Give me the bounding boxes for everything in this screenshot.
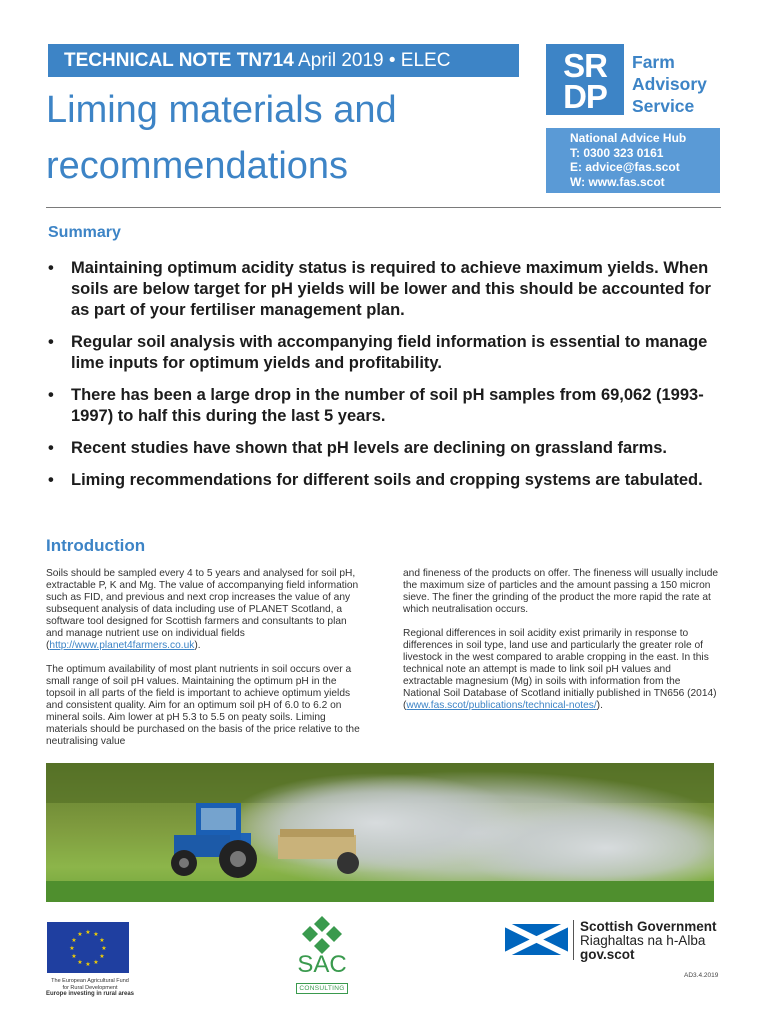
svg-text:★: ★ — [71, 953, 77, 960]
planet-link[interactable]: http://www.planet4farmers.co.uk — [49, 640, 195, 651]
intro-paragraph-3: and fineness of the products on offer. The fineness will usually include the maximum size of particles and the amount passing a 150 micron sieve. The finer the grinding of the product the more rapid the rate at which neutralisation occurs. — [403, 568, 719, 615]
contact-hub: National Advice Hub — [570, 131, 687, 145]
photo-illustration — [46, 763, 714, 902]
svg-text:★: ★ — [85, 929, 91, 936]
eu-caption-line-3: Europe investing in rural areas — [45, 991, 135, 997]
intro-paragraph-4: Regional differences in soil acidity exist primarily in response to differences in soil type, land use and particularly the greater role of livestock in the west compared to arable cropping in the east. In this technical note an attempt is made to link soil pH values and extractable magnesium (Mg) in soils with information from the National Soil Database of Scotland initially published in TN656 (2014) (www.fas.scot/publications/technical-notes/). — [403, 628, 717, 711]
intro-paragraph-1: Soils should be sampled every 4 to 5 years and analysed for soil pH, extractable P, K and Mg. The value of accompanying field information such as FID, and previous and next crop increases the value of any subsequent analysis of data including use of PLANET Scotland, a software tool designed for Scottish farmers and consultants to plan and manage nutrient use on individual fields (http://www.planet4farmers.co.uk). — [46, 568, 359, 651]
contact-phone: T: 0300 323 0161 — [570, 145, 664, 160]
svg-text:★: ★ — [99, 953, 105, 960]
document-reference: AD3.4.2019 — [684, 972, 719, 979]
fas-name-line-2: Advisory — [632, 74, 707, 94]
contact-box — [546, 128, 720, 193]
technical-note-banner — [48, 44, 519, 77]
note-date: April 2019 • ELEC — [298, 50, 451, 71]
scottish-government-logo-text — [580, 920, 717, 962]
summary-item: • Liming recommendations for different soils and cropping systems are tabulated. — [48, 470, 728, 491]
note-label: TECHNICAL NOTE TN714 — [64, 50, 294, 71]
intro-column-right — [403, 568, 719, 724]
introduction-heading: Introduction — [46, 536, 146, 555]
svg-text:★: ★ — [101, 945, 107, 952]
svg-text:★: ★ — [85, 961, 91, 968]
svg-text:★: ★ — [71, 937, 77, 944]
svg-text:★: ★ — [69, 945, 75, 952]
sac-logo-text: SAC — [297, 951, 347, 978]
summary-list — [48, 258, 728, 502]
eu-stars-icon — [47, 922, 129, 973]
saltire-flag-icon — [505, 924, 568, 955]
intro-paragraph-2: The optimum availability of most plant nutrients in soil occurs over a small range of soil pH values. Maintaining the optimum pH in the topsoil in all parts of the field is important to achieve optimum yields and consistent quality. Aim for an optimum soil pH of 6.0 to 6.2 on mineral soils. Aim lower at pH 5.3 to 5.5 on peaty soils. Liming materials should be purchased on the basis of the price relative to the neutralising value — [46, 664, 360, 747]
sac-consulting-label: CONSULTING — [296, 983, 348, 994]
eu-caption-line-2: for Rural Development — [62, 984, 118, 991]
sg-line-2: Riaghaltas na h-Alba — [580, 933, 706, 948]
summary-item: • There has been a large drop in the number of soil pH samples from 69,062 (1993-1997) to half this during the last 5 years. — [48, 385, 728, 427]
intro-column-left — [46, 568, 366, 760]
fas-name-line-3: Service — [632, 96, 695, 116]
tractor-spreading-lime-photo — [46, 763, 714, 902]
sac-diamond-icon — [290, 916, 354, 956]
summary-heading: Summary — [48, 224, 121, 241]
technical-notes-link[interactable]: www.fas.scot/publications/technical-notes/ — [406, 700, 597, 711]
srdp-logo-line-2: DP — [563, 78, 607, 115]
sg-divider — [573, 920, 574, 960]
srdp-logo — [546, 44, 624, 115]
svg-text:★: ★ — [93, 959, 99, 966]
contact-email[interactable]: E: advice@fas.scot — [570, 160, 680, 174]
eu-flag-logo — [47, 922, 129, 973]
page-title — [46, 82, 516, 194]
eu-caption-line-1: The European Agricultural Fund — [51, 978, 129, 984]
svg-text:★: ★ — [93, 931, 99, 938]
fas-logo-text — [632, 51, 707, 117]
svg-text:★: ★ — [77, 931, 83, 938]
title-line-1: Liming materials and — [46, 89, 397, 131]
contact-web[interactable]: W: www.fas.scot — [570, 174, 665, 189]
header-divider — [46, 207, 721, 208]
srdp-logo-line-1: SR — [563, 47, 607, 84]
summary-item: • Recent studies have shown that pH levels are declining on grassland farms. — [48, 438, 728, 459]
eu-caption — [30, 978, 150, 998]
summary-item: • Maintaining optimum acidity status is required to achieve maximum yields. When soils are below target for pH yields will be lower and this should be accounted for as part of your fertiliser management plan. — [48, 258, 728, 321]
summary-item: • Regular soil analysis with accompanying field information is essential to manage lime inputs for optimum yields and profitability. — [48, 332, 728, 374]
fas-name-line-1: Farm — [632, 52, 675, 72]
svg-text:★: ★ — [99, 937, 105, 944]
title-line-2: recommendations — [46, 145, 349, 187]
sg-line-3: gov.scot — [580, 947, 635, 962]
svg-text:★: ★ — [77, 959, 83, 966]
sg-line-1: Scottish Government — [580, 919, 717, 934]
